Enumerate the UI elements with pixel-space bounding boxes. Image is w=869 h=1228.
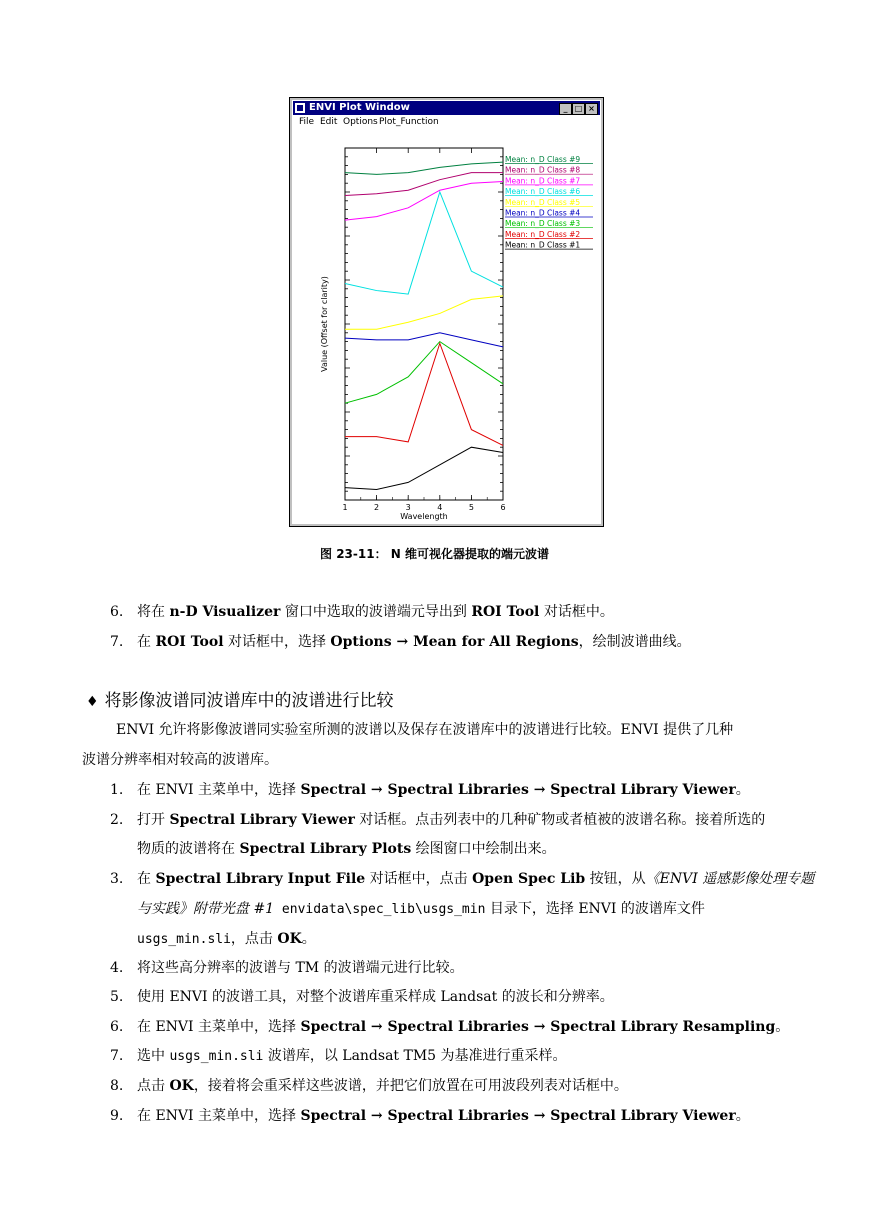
legend-entry: Mean: n_D Class #3 (505, 219, 581, 229)
x-tick-label: 3 (405, 503, 411, 512)
intro-paragraph-line1: ENVI 允许将影像波谱同实验室所测的波谱以及保存在波谱库中的波谱进行比较。ENVI 提供了几种 (116, 722, 734, 738)
list-item: 在 ENVI 主菜单中，选择 Spectral → Spectral Libraries → Spectral Library Viewer。 (137, 1108, 750, 1124)
list-item: 点击 OK，接着将会重采样这些波谱，并把它们放置在可用波段列表对话框中。 (137, 1078, 628, 1094)
list-number: 4. (110, 960, 124, 976)
x-tick-label: 2 (374, 503, 380, 512)
list-number: 1. (110, 782, 124, 798)
spectral-plot (293, 130, 600, 522)
legend-entry: Mean: n_D Class #2 (505, 229, 581, 239)
legend-entry: Mean: n_D Class #8 (505, 165, 581, 175)
list-number: 5. (110, 989, 124, 1005)
menu-plot-function[interactable]: Plot_Function (379, 117, 439, 127)
list-number: 6. (110, 1019, 124, 1035)
list-item: 在 ENVI 主菜单中，选择 Spectral → Spectral Libraries → Spectral Library Resampling。 (137, 1019, 790, 1035)
section-heading: ♦ 将影像波谱同波谱库中的波谱进行比较 (86, 691, 394, 711)
x-tick-label: 6 (500, 503, 506, 512)
list-number: 6. (110, 604, 124, 620)
maximize-button[interactable]: □ (572, 103, 585, 115)
series-line (345, 181, 503, 220)
series-line (345, 296, 503, 329)
list-number: 7. (110, 1048, 124, 1064)
list-item-cont: 物质的波谱将在 Spectral Library Plots 绘图窗口中绘制出来。 (137, 841, 556, 857)
plot-frame (345, 148, 503, 500)
x-axis-label: Wavelength (400, 512, 448, 521)
list-number: 2. (110, 812, 124, 828)
series-line (345, 192, 503, 294)
y-axis-label: Value (Offset for clarity) (320, 276, 329, 372)
legend-entry: Mean: n_D Class #9 (505, 155, 581, 164)
window-title: ENVI Plot Window (309, 102, 410, 113)
close-button[interactable]: × (585, 103, 598, 115)
list-item: 选中 usgs_min.sli 波谱库，以 Landsat TM5 为基准进行重采样。 (137, 1048, 567, 1064)
menu-bar (293, 116, 600, 129)
app-icon (295, 103, 305, 113)
list-item-cont: 与实践》附带光盘 #1 envidata\spec_lib\usgs_min 目录下，选择 ENVI 的波谱库文件 (137, 901, 705, 917)
list-item: 将在 n-D Visualizer 窗口中选取的波谱端元导出到 ROI Tool 对话框中。 (137, 604, 614, 620)
list-item: 在 Spectral Library Input File 对话框中，点击 Open Spec Lib 按钮，从《ENVI 遥感影像处理专题 (137, 871, 815, 887)
list-number: 8. (110, 1078, 124, 1094)
list-item: 将这些高分辨率的波谱与 TM 的波谱端元进行比较。 (137, 960, 464, 976)
list-number: 7. (110, 634, 124, 650)
legend-entry: Mean: n_D Class #5 (505, 197, 581, 207)
list-item: 在 ROI Tool 对话框中，选择 Options → Mean for All Regions，绘制波谱曲线。 (137, 634, 691, 650)
envi-plot-window (289, 97, 604, 527)
list-number: 3. (110, 871, 124, 887)
list-item: 打开 Spectral Library Viewer 对话框。点击列表中的几种矿物或者植被的波谱名称。接着所选的 (137, 812, 766, 828)
legend-entry: Mean: n_D Class #4 (505, 208, 581, 218)
menu-edit[interactable]: Edit (320, 117, 338, 127)
legend-entry: Mean: n_D Class #6 (505, 187, 581, 197)
x-tick-label: 5 (468, 503, 474, 512)
x-tick-label: 1 (342, 503, 348, 512)
list-item-cont: usgs_min.sli，点击 OK。 (137, 931, 316, 947)
x-tick-label: 4 (437, 503, 443, 512)
figure-caption: 图 23-11： N 维可视化器提取的端元波谱 (320, 547, 549, 561)
menu-options[interactable]: Options (343, 117, 378, 127)
list-number: 9. (110, 1108, 124, 1124)
list-item: 在 ENVI 主菜单中，选择 Spectral → Spectral Libraries → Spectral Library Viewer。 (137, 782, 750, 798)
diamond-bullet-icon: ♦ (86, 694, 99, 710)
series-line (345, 447, 503, 489)
window-titlebar[interactable] (293, 101, 600, 115)
legend-entry: Mean: n_D Class #7 (505, 176, 581, 186)
series-line (345, 333, 503, 347)
menu-file[interactable]: File (299, 117, 315, 127)
minimize-button[interactable]: _ (559, 103, 572, 115)
series-line (345, 173, 503, 196)
legend-entry: Mean: n_D Class #1 (505, 240, 581, 250)
list-item: 使用 ENVI 的波谱工具，对整个波谱库重采样成 Landsat 的波长和分辨率。 (137, 989, 614, 1005)
intro-paragraph-line2: 波谱分辨率相对较高的波谱库。 (82, 752, 278, 768)
